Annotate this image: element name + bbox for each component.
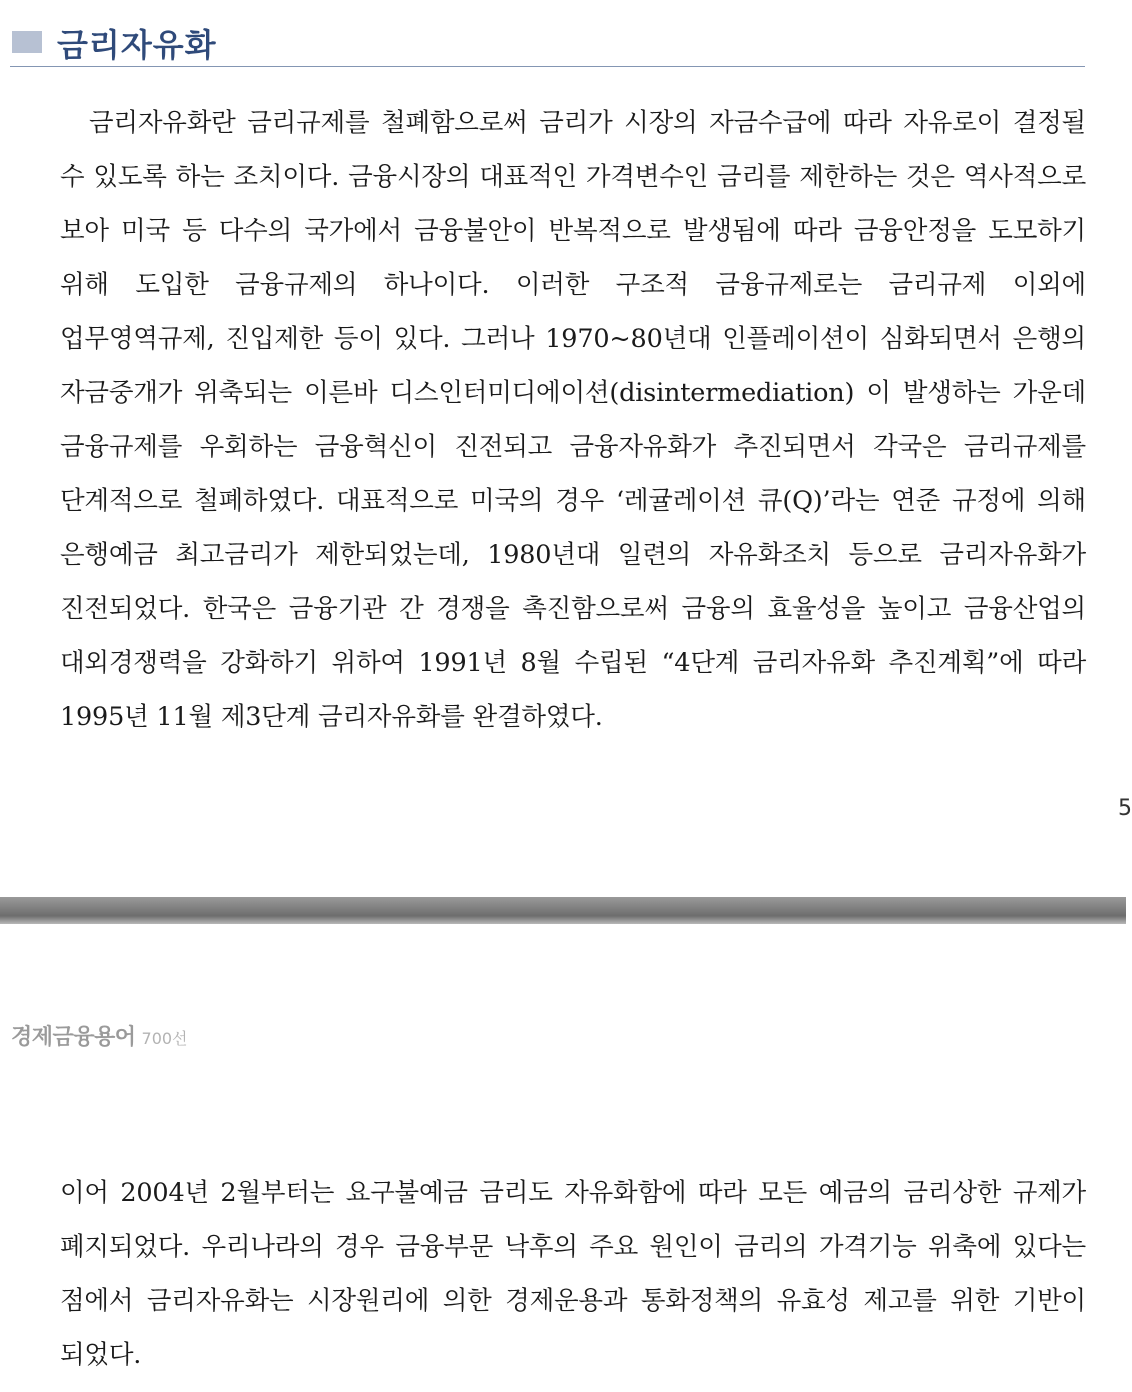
section-title: 금리자유화 [57,26,217,64]
body-paragraph-1: 금리자유화란 금리규제를 철폐함으로써 금리가 시장의 자금수급에 따라 자유로이 결정될 수 있도록 하는 조치이다. 금융시장의 대표적인 가격변수인 금리를 제한하는 것은 역사적으로 보아 미국 등 다수의 국가에서 금융불안이 반복적으로 발생됨에 따라 금융안정을 도모하기 위해 도입한 금융규제의 하나이다. 이러한 구조적 금융규제로는 금리규제 이외에 업무영역규제, 진입제한 등이 있다. 그러나 1970~80년대 인플레이션이 심화되면서 은행의 자금중개가 위축되는 이른바 디스인터미디에이션(disintermediation) 이 발생하는 가운데 금융규제를 우회하는 금융혁신이 진전되고 금융자유화가 추진되면서 각국은 금리규제를 단계적으로 철폐하였다. 대표적으로 미국의 경우 ‘레귤레이션 큐(Q)’라는 연준 규정에 의해 은행예금 최고금리가 제한되었는데, 1980년대 일련의 자유화조치 등으로 금리자유화가 진전되었다. 한국은 금융기관 간 경쟁을 촉진함으로써 금융의 효율성을 높이고 금융산업의 대외경쟁력을 강화하기 위하여 1991년 8월 수립된 “4단계 금리자유화 추진계획”에 따라 1995년 11월 제3단계 금리자유화를 완결하였다. [60,108,1086,732]
page-separator [0,897,1126,924]
page-number: 5 [1118,796,1132,821]
running-header-title: 경제금융용어 [11,1025,136,1050]
title-square-icon [12,31,42,53]
running-header-subtitle: 700선 [141,1029,188,1048]
section-title-block [10,22,1085,67]
body-paragraph-2: 이어 2004년 2월부터는 요구불예금 금리도 자유화함에 따라 모든 예금의 금리상한 규제가 폐지되었다. 우리나라의 경우 금융부문 낙후의 주요 원인이 금리의 가격기능 위축에 있다는 점에서 금리자유화는 시장원리에 의한 경제운용과 통화정책의 유효성 제고를 위한 기반이 되었다. [60,1178,1086,1370]
running-header [11,1020,188,1051]
